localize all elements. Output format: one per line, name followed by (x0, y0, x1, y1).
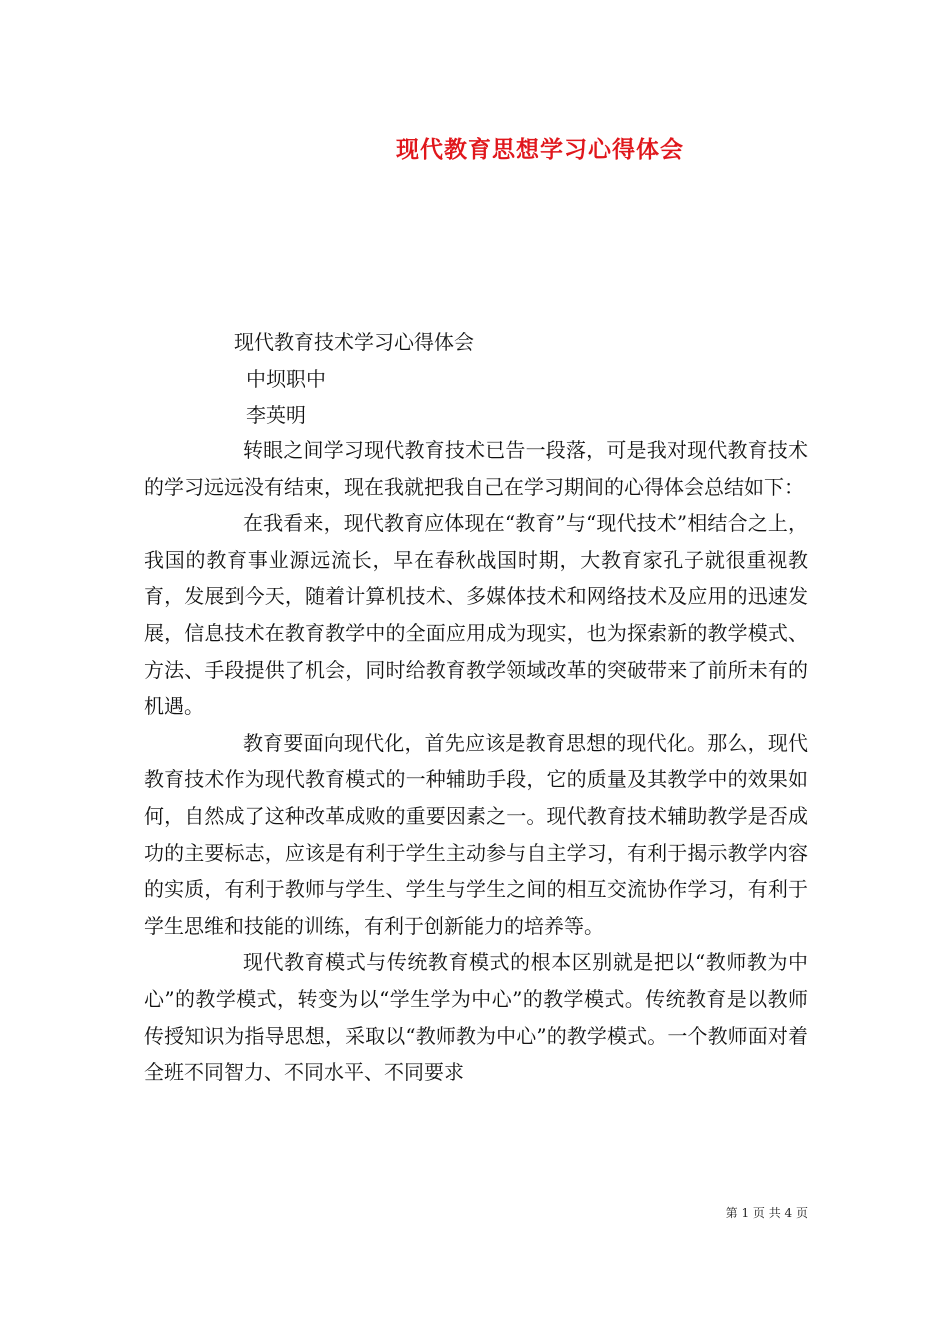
document-title: 现代教育思想学习心得体会 (396, 136, 684, 163)
page-number-footer: 第 1 页 共 4 页 (725, 1206, 808, 1220)
paragraph-2: 在我看来，现代教育应体现在“教育”与“现代技术”相结合之上，我国的教育事业源远流长，早在春秋战国时期，大教育家孔子就很重视教育，发展到今天，随着计算机技术、多媒体技术和网络技术及应用的迅速发展，信息技术在教育教学中的全面应用成为现实，也为探索新的教学模式、方法、手段提供了机会，同时给教育教学领域改革的突破带来了前所未有的机遇。 (144, 511, 808, 719)
school-name: 中坝职中 (246, 367, 326, 391)
paragraph-4: 现代教育模式与传统教育模式的根本区别就是把以“教师教为中心”的教学模式，转变为以“学生学为中心”的教学模式。传统教育是以教师传授知识为指导思想，采取以“教师教为中心”的教学模式。一个教师面对着全班不同智力、不同水平、不同要求 (144, 950, 808, 1085)
document-body (144, 432, 808, 1091)
paragraph-3: 教育要面向现代化，首先应该是教育思想的现代化。那么，现代教育技术作为现代教育模式的一种辅助手段，它的质量及其教学中的效果如何，自然成了这种改革成败的重要因素之一。现代教育技术辅助教学是否成功的主要标志，应该是有利于学生主动参与自主学习，有利于揭示教学内容的实质，有利于教师与学生、学生与学生之间的相互交流协作学习，有利于学生思维和技能的训练，有利于创新能力的培养等。 (144, 730, 808, 938)
author-name: 李英明 (246, 403, 306, 427)
document-subtitle: 现代教育技术学习心得体会 (234, 330, 474, 354)
paragraph-1: 转眼之间学习现代教育技术已告一段落，可是我对现代教育技术的学习远远没有结束，现在我就把我自己在学习期间的心得体会总结如下： (144, 438, 808, 499)
